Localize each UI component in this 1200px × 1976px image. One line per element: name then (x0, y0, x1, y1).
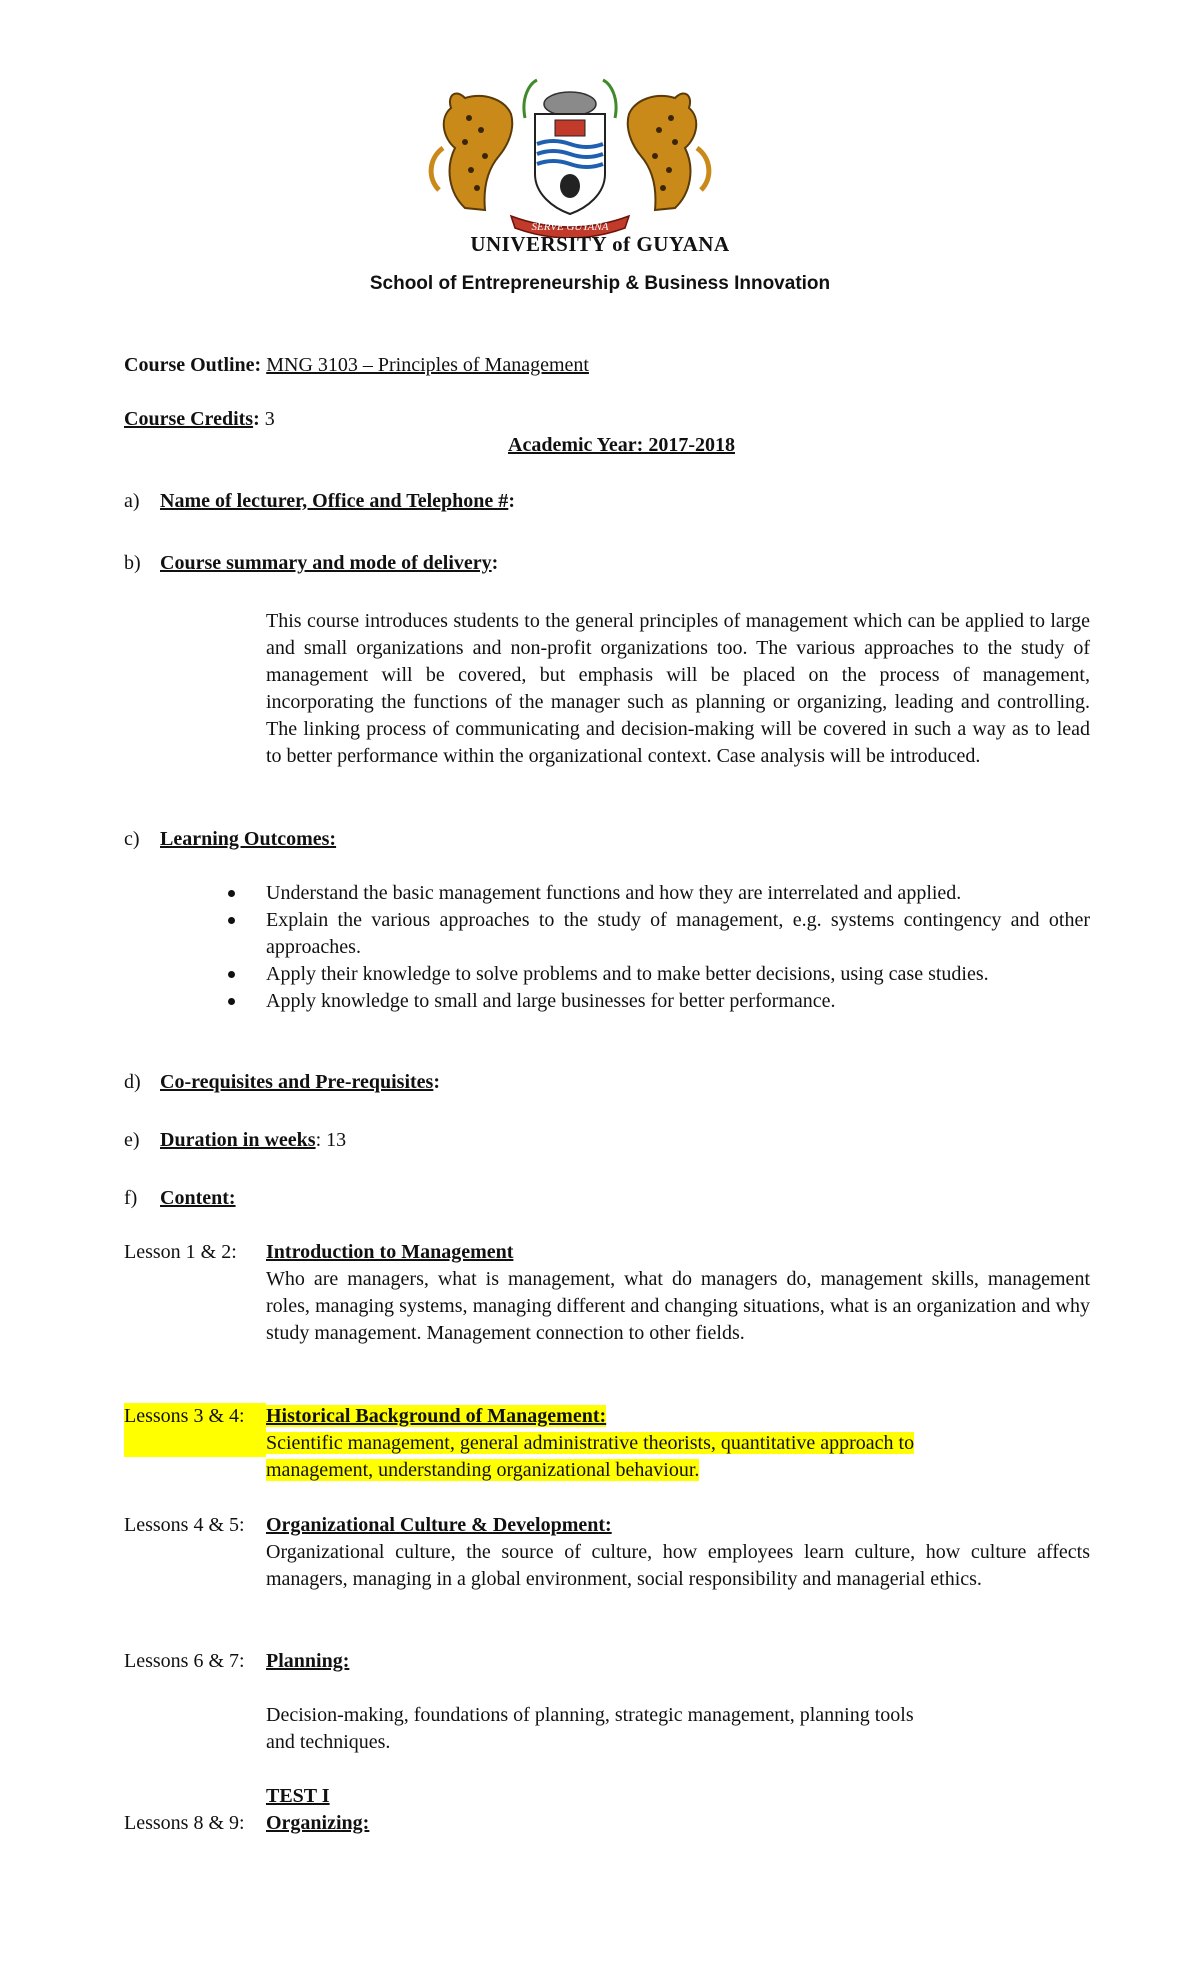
bullet-icon (228, 890, 235, 897)
right-jaguar-icon (628, 93, 709, 210)
section-c (124, 826, 336, 853)
lesson-3-title: Historical Background of Management: (266, 1405, 607, 1427)
course-outline-value: MNG 3103 – Principles of Management (266, 354, 589, 376)
section-a-label: Name of lecturer, Office and Telephone # (160, 490, 509, 512)
course-outline-label: Course Outline: (124, 354, 262, 376)
lesson-8-title: Organizing: (266, 1812, 370, 1834)
left-jaguar-icon (431, 93, 512, 210)
course-credits-label: Course Credits (124, 408, 254, 430)
section-e (124, 1127, 346, 1154)
section-d-label: Co-requisites and Pre-requisites (160, 1071, 434, 1093)
learning-outcomes-list (228, 880, 1090, 1015)
academic-year: Academic Year: 2017-2018 (508, 434, 735, 456)
lesson-1-body: Who are managers, what is management, what do managers do, management skills, management roles, managing systems, managing different and changing situations, what is an organization and why study management. Management connection to other fields. (266, 1268, 1090, 1344)
section-d (124, 1069, 440, 1096)
section-a-marker: a) (124, 490, 140, 512)
bullet-icon (228, 998, 235, 1005)
lesson-3-body-line-2: management, understanding organizational behaviour. (266, 1459, 700, 1481)
lesson-6-label: Lessons 6 & 7: (124, 1650, 245, 1672)
section-b (124, 550, 498, 577)
lesson-3-label: Lessons 3 & 4: (124, 1405, 245, 1427)
lesson-3-body-line-1: Scientific management, general administrative theorists, quantitative approach to (266, 1432, 915, 1454)
course-credits-line (124, 406, 275, 433)
university-crest-icon (425, 78, 715, 238)
lesson-4-title: Organizational Culture & Development: (266, 1514, 612, 1536)
course-credits-colon: : (253, 408, 260, 430)
lesson-4-label: Lessons 4 & 5: (124, 1514, 245, 1536)
highlight-bar (124, 1430, 266, 1457)
lesson-1-title: Introduction to Management (266, 1241, 514, 1263)
section-a-colon: : (508, 490, 515, 512)
crest-motto: SERVE GUYANA (531, 221, 609, 233)
list-item: Explain the various approaches to the study of management, e.g. systems contingency and other approaches. (228, 907, 1090, 961)
section-b-marker: b) (124, 552, 141, 574)
section-f-label: Content: (160, 1187, 236, 1209)
school-name: School of Entrepreneurship & Business Innovation (369, 273, 831, 294)
section-c-marker: c) (124, 828, 140, 850)
section-b-label: Course summary and mode of delivery (160, 552, 492, 574)
lesson-1-label: Lesson 1 & 2: (124, 1241, 237, 1263)
list-item: Apply knowledge to small and large businesses for better performance. (228, 988, 1090, 1015)
test-heading: TEST I (266, 1785, 330, 1807)
section-d-colon: : (433, 1071, 441, 1093)
course-credits-value: 3 (259, 408, 275, 430)
lesson-6-title: Planning: (266, 1650, 350, 1672)
list-item: Apply their knowledge to solve problems and to make better decisions, using case studies. (228, 961, 1090, 988)
section-e-label: Duration in weeks (160, 1129, 316, 1151)
course-summary-paragraph: This course introduces students to the general principles of management which can be applied to large and small organizations and non-profit organizations too. The various approaches to the study of management will be covered, but emphasis will be placed on the process of management, incorporating the functions of the manager such as planning or organizing, leading and controlling. The linking process of communicating and decision-making will be covered in such a way as to lead to better performance within the organizational context. Case analysis will be introduced. (266, 610, 1090, 767)
section-a (124, 488, 515, 515)
section-f (124, 1185, 236, 1212)
section-d-marker: d) (124, 1071, 141, 1093)
university-title: UNIVERSITY of GUYANA (470, 232, 730, 256)
section-e-colon: : (315, 1129, 322, 1151)
section-c-label: Learning Outcomes: (160, 828, 337, 850)
section-e-value: 13 (321, 1129, 347, 1151)
list-item: Understand the basic management functions and how they are interrelated and applied. (228, 880, 1090, 907)
bullet-icon (228, 917, 235, 924)
section-b-colon: : (491, 552, 499, 574)
section-f-marker: f) (124, 1187, 138, 1209)
lesson-8-label: Lessons 8 & 9: (124, 1812, 245, 1834)
section-e-marker: e) (124, 1129, 140, 1151)
lesson-6-body-line-2: and techniques. (266, 1731, 391, 1753)
lesson-6-body-line-1: Decision-making, foundations of planning, strategic management, planning tools (266, 1704, 914, 1726)
lesson-4-body: Organizational culture, the source of culture, how employees learn culture, how culture affects managers, managing in a global environment, social responsibility and managerial ethics. (266, 1541, 1090, 1590)
course-outline-line (124, 352, 589, 379)
bullet-icon (228, 971, 235, 978)
